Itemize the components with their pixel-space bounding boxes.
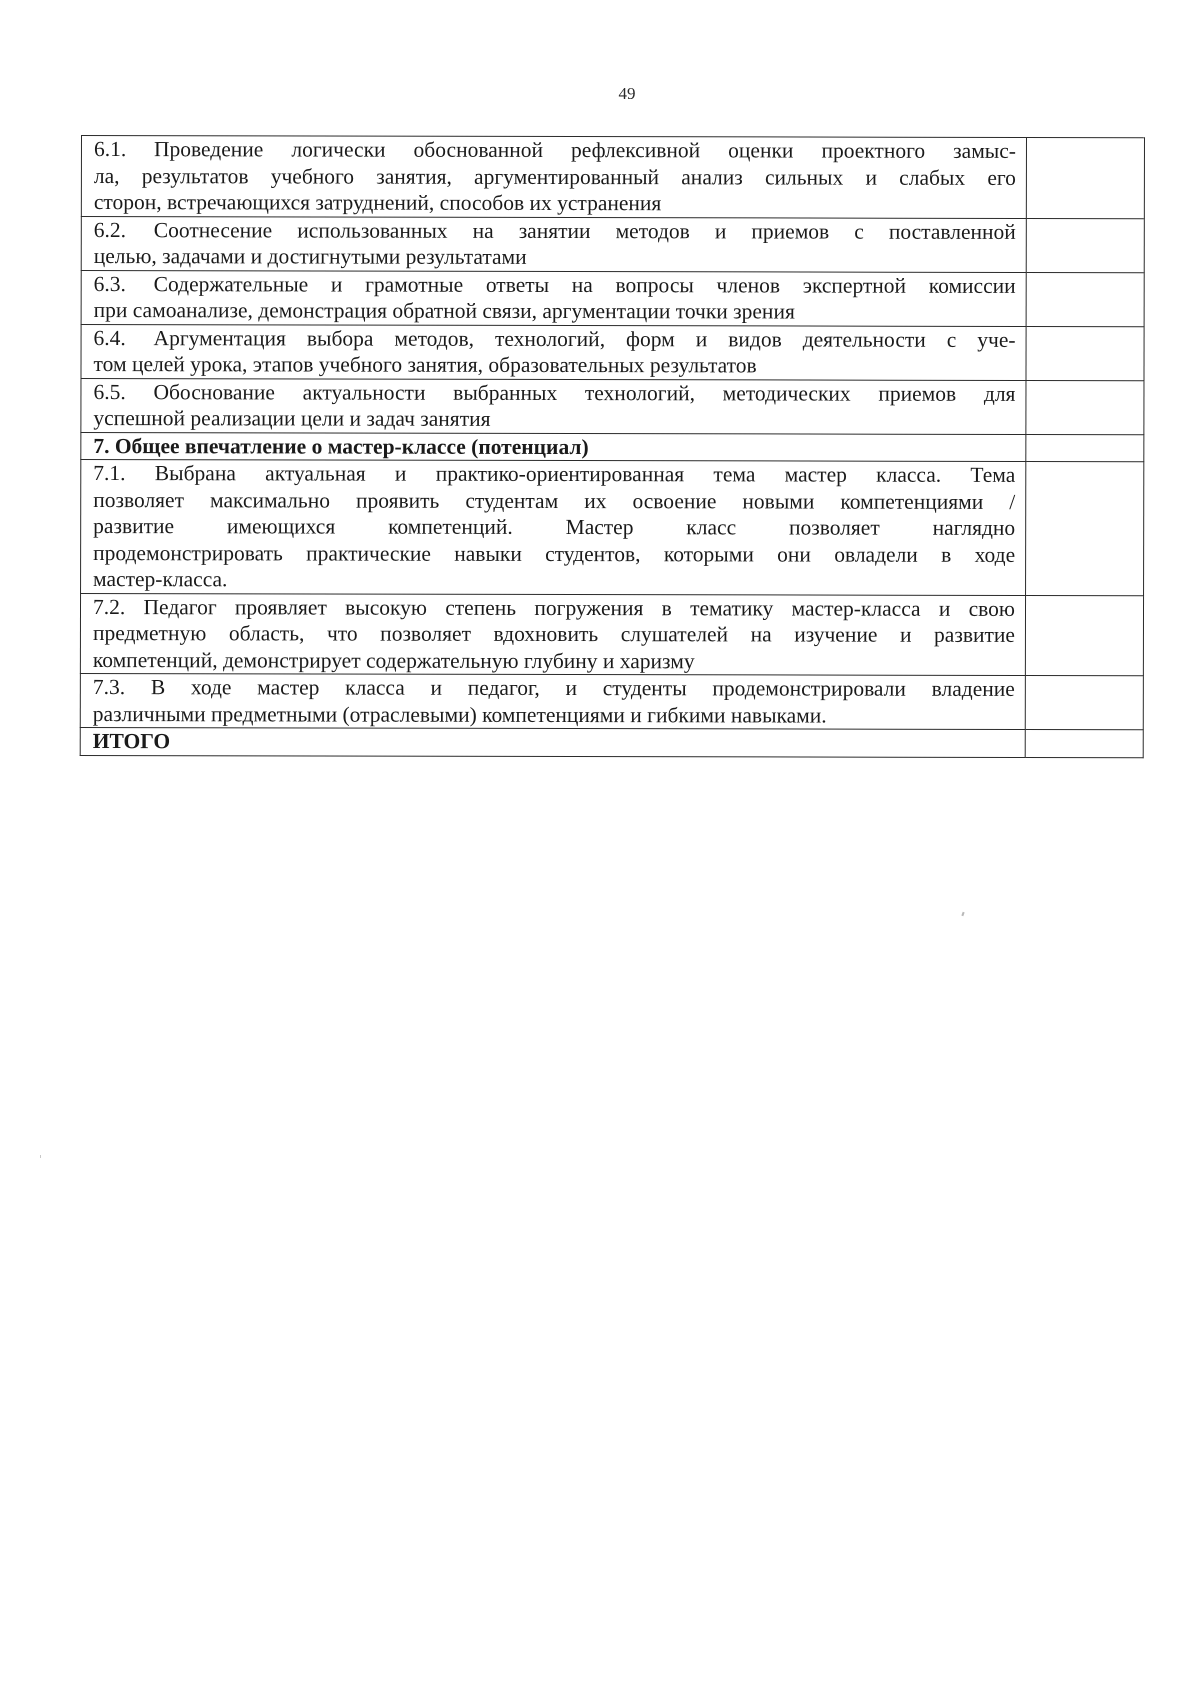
criterion-line <box>94 136 1016 164</box>
table-row <box>81 378 1144 434</box>
criterion-line: 7.2. Педагог проявляет высокую степень погружения в тематику мастер-класса и свою <box>92 594 1016 621</box>
table-row <box>81 460 1144 596</box>
criterion-line: 7.1. Выбрана актуальная и практико-ориентированная тема мастер класса. Тема <box>93 461 1016 487</box>
score-cell <box>1025 595 1143 676</box>
criterion-cell <box>81 324 1026 380</box>
score-cell <box>1026 434 1144 462</box>
criterion-cell <box>81 270 1026 326</box>
criterion-text: Содержательные и грамотные ответы на вопросы членов экспертной комиссии <box>153 271 1016 298</box>
criterion-text: Аргументация выбора методов, технологий, форм и видов деятельности с уче- <box>153 325 1016 352</box>
criterion-line: целью, задачами и достигнутыми результатами <box>93 244 527 269</box>
score-cell <box>1026 137 1144 218</box>
scan-speck <box>40 1155 41 1158</box>
criterion-line: различными предметными (отраслевыми) компетенциями и гибкими навыками. <box>92 701 827 728</box>
scan-speck <box>961 912 964 916</box>
score-cell <box>1026 461 1144 595</box>
criterion-number: 6.3. <box>93 271 126 296</box>
criterion-line: ла, результатов учебного занятия, аргументированный анализ сильных и слабых его <box>93 163 1016 190</box>
criterion-text: Проведение логически обоснованной рефлексивной оценки проектного замыс- <box>153 137 1016 163</box>
criterion-cell <box>81 216 1026 272</box>
criterion-line: позволяет максимально проявить студентам их освоение новыми компетенциями / <box>93 487 1016 514</box>
evaluation-sheet <box>80 135 1122 758</box>
criterion-number: 6.2. <box>93 217 127 242</box>
table-row <box>80 727 1143 757</box>
criterion-number: 6.5. <box>93 379 126 404</box>
score-cell <box>1026 218 1144 272</box>
page-number: 49 <box>618 84 636 103</box>
section-heading: 7. Общее впечатление о мастер-классе (потенциал) <box>93 433 589 459</box>
score-cell <box>1025 729 1143 757</box>
criterion-line <box>94 217 1016 245</box>
criterion-line: том целей урока, этапов учебного занятия, образовательных результатов <box>93 352 757 378</box>
criterion-cell <box>80 593 1025 675</box>
criterion-cell <box>81 460 1026 595</box>
criterion-line: мастер-класса. <box>93 567 228 592</box>
criterion-line: успешной реализации цели и задач занятия <box>93 406 491 431</box>
criterion-cell <box>81 378 1026 434</box>
criterion-line: предметную область, что позволяет вдохновить слушателей на изучение и развитие <box>92 621 1015 647</box>
table-row <box>81 136 1144 219</box>
criterion-line: при самоанализе, демонстрация обратной связи, аргументации точки зрения <box>93 298 795 324</box>
criterion-line <box>93 379 1015 407</box>
criterion-cell <box>81 136 1026 218</box>
criteria-table <box>80 135 1145 758</box>
table-row <box>80 673 1143 729</box>
criterion-line: развитие имеющихся компетенций. Мастер класс позволяет наглядно <box>93 514 1016 540</box>
score-cell <box>1026 380 1144 434</box>
score-cell <box>1025 675 1143 729</box>
criterion-line <box>94 325 1016 353</box>
criterion-line: 7.3. В ходе мастер класса и педагог, и студенты продемонстрировали владение <box>92 675 1015 701</box>
score-cell <box>1026 326 1144 380</box>
table-row <box>81 270 1144 326</box>
criterion-number: 6.4. <box>93 325 126 350</box>
score-cell <box>1026 272 1144 326</box>
criterion-cell <box>80 727 1025 756</box>
criterion-line: сторон, встречающихся затруднений, способов их устранения <box>93 190 662 216</box>
criterion-cell <box>81 432 1026 461</box>
criterion-line: продемонстрировать практические навыки студентов, которыми они овладели в ходе <box>93 540 1016 567</box>
criterion-line <box>94 271 1016 299</box>
criterion-text: Обоснование актуальности выбранных технологий, методических приемов для <box>153 379 1016 406</box>
total-label: ИТОГО <box>92 729 171 754</box>
table-row <box>80 593 1143 676</box>
criterion-line: компетенций, демонстрирует содержательную глубину и харизму <box>92 647 695 673</box>
criterion-text: Соотнесение использованных на занятии методов и приемов с поставленной <box>153 217 1016 244</box>
criterion-number: 6.1. <box>93 137 127 162</box>
table-row <box>81 324 1144 380</box>
table-row <box>81 216 1144 272</box>
criteria-table-body <box>80 136 1144 758</box>
table-row <box>81 432 1144 462</box>
criterion-cell <box>80 673 1025 729</box>
